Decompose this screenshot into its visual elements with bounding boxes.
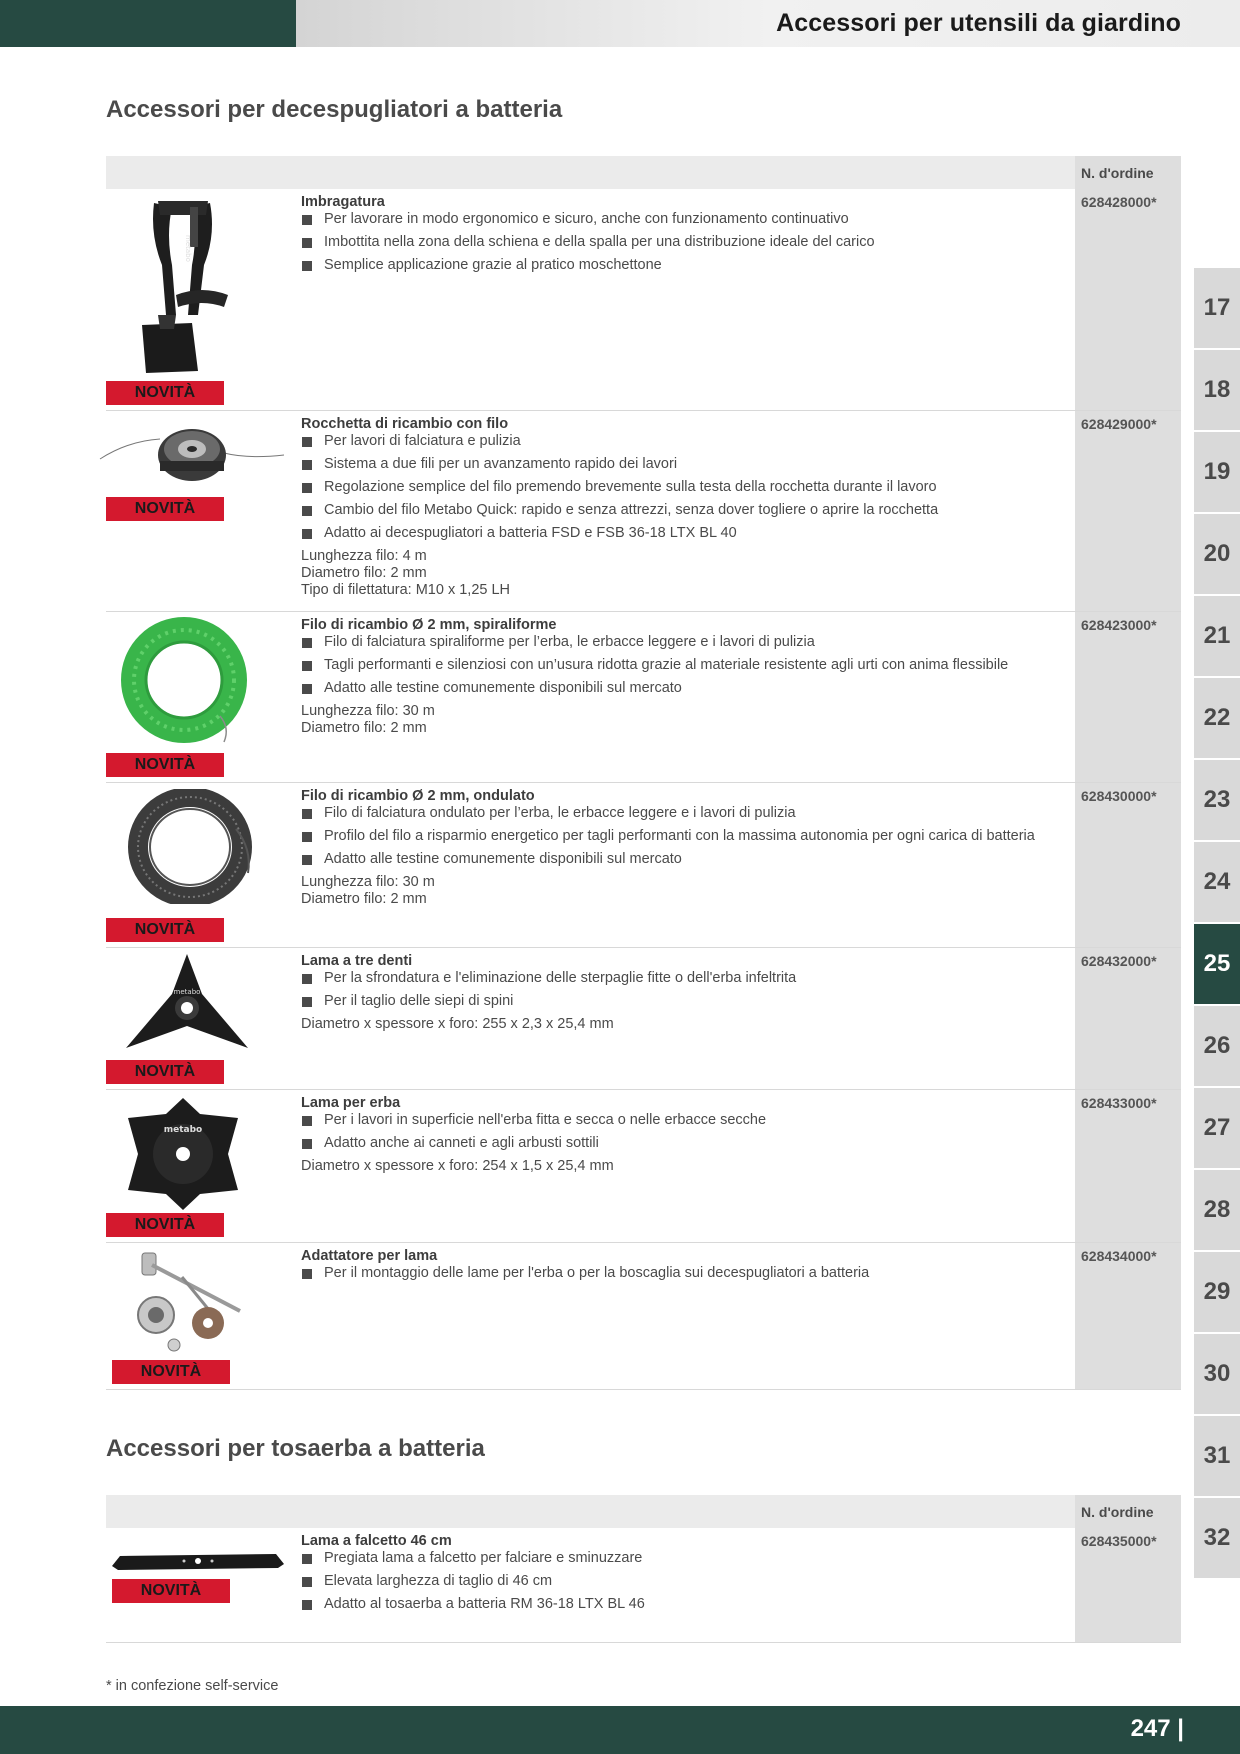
- page-number: 247 |: [1130, 1715, 1184, 1742]
- spec-line: Diametro filo: 2 mm: [301, 565, 427, 581]
- chapter-tab-28[interactable]: 28: [1194, 1170, 1240, 1250]
- product-description: [301, 788, 1071, 908]
- novita-badge: NOVITÀ: [106, 381, 224, 405]
- feature-bullet: Filo di falciatura ondulato per l’erba, le erbacce leggere e i lavori di pulizia: [301, 805, 1071, 822]
- product-description: [301, 617, 1071, 737]
- blade-logo: metabo: [173, 988, 201, 996]
- product-title: Lama a tre denti: [301, 953, 413, 969]
- table-row: [106, 783, 1181, 948]
- chapter-tab-17[interactable]: 17: [1194, 268, 1240, 348]
- feature-bullet: Adatto anche ai canneti e agli arbusti sottili: [301, 1135, 1071, 1152]
- chapter-tab-22[interactable]: 22: [1194, 678, 1240, 758]
- product-description: [301, 1248, 1071, 1288]
- order-number: 628432000*: [1081, 953, 1157, 969]
- spec-line: Diametro x spessore x foro: 255 x 2,3 x 25,4 mm: [301, 1016, 614, 1032]
- product-image-harness: [106, 189, 286, 410]
- order-column-header: N. d'ordine: [1075, 1495, 1181, 1528]
- chapter-tab-30[interactable]: 30: [1194, 1334, 1240, 1414]
- feature-bullet: Profilo del filo a risparmio energetico per tagli performanti con la massima autonomia per ogni carica di batteria: [301, 828, 1071, 845]
- table-row: [106, 612, 1181, 783]
- bottom-footer-bar: [0, 1706, 1240, 1754]
- feature-bullet: Pregiata lama a falcetto per falciare e sminuzzare: [301, 1550, 1071, 1567]
- feature-bullet: Per i lavori in superficie nell'erba fitta e secca o nelle erbacce secche: [301, 1112, 1071, 1129]
- spec-line: Diametro filo: 2 mm: [301, 720, 427, 736]
- header-brand-block: [0, 0, 296, 47]
- novita-badge: NOVITÀ: [106, 918, 224, 942]
- chapter-tab-26[interactable]: 26: [1194, 1006, 1240, 1086]
- novita-badge: NOVITÀ: [112, 1579, 230, 1603]
- chapter-tab-21[interactable]: 21: [1194, 596, 1240, 676]
- chapter-tab-27[interactable]: 27: [1194, 1088, 1240, 1168]
- chapter-tab-19[interactable]: 19: [1194, 432, 1240, 512]
- spec-line: Diametro x spessore x foro: 254 x 1,5 x 25,4 mm: [301, 1158, 614, 1174]
- feature-bullet: Adatto ai decespugliatori a batteria FSD e FSB 36-18 LTX BL 40: [301, 525, 1071, 542]
- product-description: [301, 1095, 1071, 1175]
- spec-line: Lunghezza filo: 4 m: [301, 548, 427, 564]
- table-row: [106, 411, 1181, 612]
- product-table-trimmer: [106, 156, 1181, 1390]
- svg-text:metabo: metabo: [184, 235, 192, 262]
- order-number: 628435000*: [1081, 1533, 1157, 1549]
- order-number: 628433000*: [1081, 1095, 1157, 1111]
- product-title: Rocchetta di ricambio con filo: [301, 416, 509, 432]
- feature-bullet: Per lavori di falciatura e pulizia: [301, 433, 1071, 450]
- product-description: [301, 1533, 1071, 1619]
- feature-bullet: Adatto al tosaerba a batteria RM 36-18 LTX BL 46: [301, 1596, 1071, 1613]
- product-title: Lama per erba: [301, 1095, 401, 1111]
- feature-bullet: Per lavorare in modo ergonomico e sicuro, anche con funzionamento continuativo: [301, 211, 1071, 228]
- order-number: 628429000*: [1081, 416, 1157, 432]
- chapter-tab-29[interactable]: 29: [1194, 1252, 1240, 1332]
- order-column-header: N. d'ordine: [1075, 156, 1181, 189]
- feature-bullet: Semplice applicazione grazie al pratico moschettone: [301, 257, 1071, 274]
- table-row: [106, 1243, 1181, 1390]
- product-title: Filo di ricambio Ø 2 mm, ondulato: [301, 788, 535, 804]
- feature-bullet: Regolazione semplice del filo premendo brevemente sulla testa della rocchetta durante il lavoro: [301, 479, 1071, 496]
- product-description: [301, 953, 1071, 1033]
- top-header-bar: [0, 0, 1240, 47]
- chapter-tab-20[interactable]: 20: [1194, 514, 1240, 594]
- product-title: Filo di ricambio Ø 2 mm, spiraliforme: [301, 617, 557, 633]
- page-title: Accessori per utensili da giardino: [776, 9, 1181, 37]
- chapter-tab-31[interactable]: 31: [1194, 1416, 1240, 1496]
- section-title-mower: Accessori per tosaerba a batteria: [106, 1435, 485, 1462]
- table-row: [106, 948, 1181, 1090]
- feature-bullet: Filo di falciatura spiraliforme per l’erba, le erbacce leggere e i lavori di pulizia: [301, 634, 1071, 651]
- product-description: [301, 416, 1071, 599]
- feature-bullet: Per il taglio delle siepi di spini: [301, 993, 1071, 1010]
- spec-line: Lunghezza filo: 30 m: [301, 874, 435, 890]
- table-row: [106, 1090, 1181, 1243]
- feature-bullet: Sistema a due fili per un avanzamento rapido dei lavori: [301, 456, 1071, 473]
- order-number: 628434000*: [1081, 1248, 1157, 1264]
- footnote: * in confezione self-service: [106, 1678, 279, 1694]
- product-title: Lama a falcetto 46 cm: [301, 1533, 452, 1549]
- chapter-tab-24[interactable]: 24: [1194, 842, 1240, 922]
- novita-badge: NOVITÀ: [112, 1360, 230, 1384]
- feature-bullet: Per il montaggio delle lame per l'erba o per la boscaglia sui decespugliatori a batteria: [301, 1265, 1071, 1282]
- product-table-mower: [106, 1495, 1181, 1643]
- spec-line: Lunghezza filo: 30 m: [301, 703, 435, 719]
- feature-bullet: Tagli performanti e silenziosi con un’usura ridotta grazie al materiale resistente agli urti con anima flessibile: [301, 657, 1071, 674]
- section-title-trimmer: Accessori per decespugliatori a batteria: [106, 96, 563, 123]
- table-row: [106, 189, 1181, 411]
- novita-badge: NOVITÀ: [106, 753, 224, 777]
- chapter-tab-32[interactable]: 32: [1194, 1498, 1240, 1578]
- product-title: Adattatore per lama: [301, 1248, 438, 1264]
- table-header: [106, 156, 1181, 189]
- novita-badge: NOVITÀ: [106, 497, 224, 521]
- chapter-tab-25-active[interactable]: 25: [1194, 924, 1240, 1004]
- spec-line: Diametro filo: 2 mm: [301, 891, 427, 907]
- novita-badge: NOVITÀ: [106, 1060, 224, 1084]
- feature-bullet: Elevata larghezza di taglio di 46 cm: [301, 1573, 1071, 1590]
- order-number: 628430000*: [1081, 788, 1157, 804]
- feature-bullet: Adatto alle testine comunemente disponibili sul mercato: [301, 680, 1071, 697]
- spec-line: Tipo di filettatura: M10 x 1,25 LH: [301, 582, 511, 598]
- table-row: [106, 1528, 1181, 1643]
- chapter-tabs: [1194, 268, 1240, 1580]
- order-number: 628428000*: [1081, 194, 1157, 210]
- chapter-tab-18[interactable]: 18: [1194, 350, 1240, 430]
- feature-bullet: Cambio del filo Metabo Quick: rapido e senza attrezzi, senza dover togliere o aprire la rocchetta: [301, 502, 1071, 519]
- product-title: Imbragatura: [301, 194, 385, 210]
- feature-bullet: Imbottita nella zona della schiena e della spalla per una distribuzione ideale del carico: [301, 234, 1071, 251]
- blade-logo: metabo: [163, 1125, 203, 1135]
- chapter-tab-23[interactable]: 23: [1194, 760, 1240, 840]
- feature-bullet: Per la sfrondatura e l'eliminazione delle sterpaglie fitte o dell'erba infeltrita: [301, 970, 1071, 987]
- order-number: 628423000*: [1081, 617, 1157, 633]
- feature-bullet: Adatto alle testine comunemente disponibili sul mercato: [301, 851, 1071, 868]
- table-header: [106, 1495, 1181, 1528]
- novita-badge: NOVITÀ: [106, 1213, 224, 1237]
- product-description: [301, 194, 1071, 280]
